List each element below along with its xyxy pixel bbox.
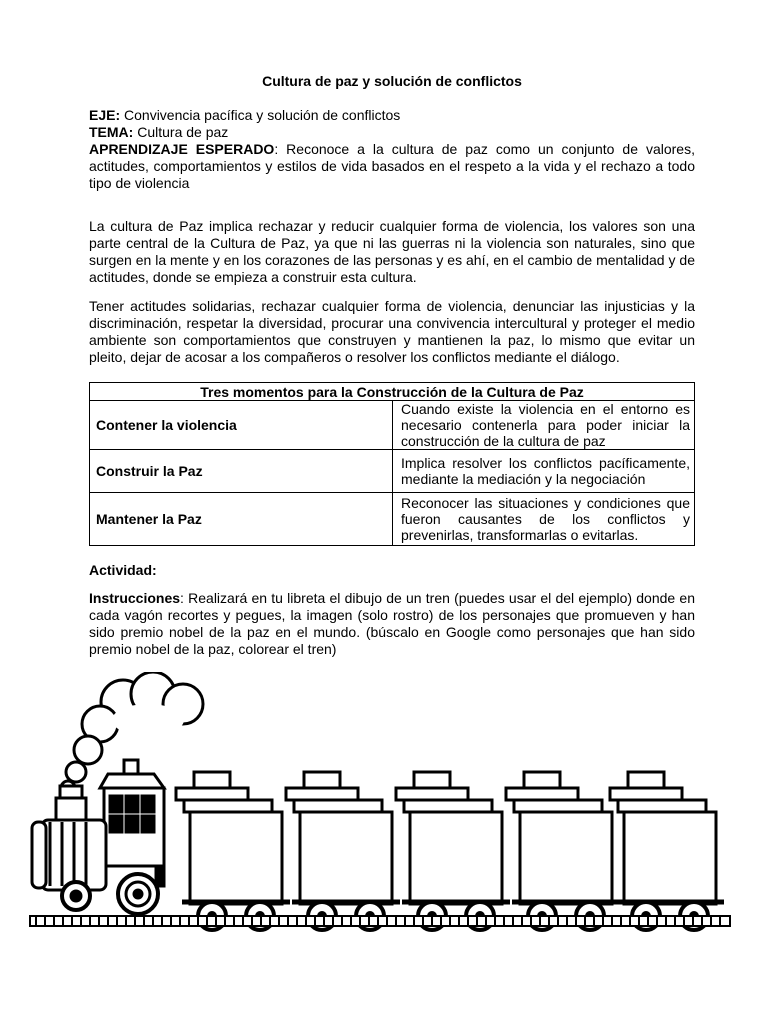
tema-line [89, 124, 695, 141]
aprendizaje-value: : Reconoce a la cultura de paz como un conjunto de valores, actitudes, comportamientos y estilos de vida basados en el respeto a la vida y el rechazo a todo tipo de violencia [89, 141, 695, 191]
moment-cell: Mantener la Paz [90, 493, 393, 546]
moment-cell: Construir la Paz [90, 450, 393, 493]
lesson-meta [89, 107, 695, 192]
eje-line [89, 107, 695, 124]
moments-table [89, 382, 695, 546]
aprendizaje-label: APRENDIZAJE ESPERADO [89, 141, 275, 157]
table-row [90, 493, 695, 546]
table-row [90, 401, 695, 450]
wagon-3 [396, 772, 510, 930]
paragraph-2: Tener actitudes solidarias, rechazar cualquier forma de violencia, denunciar las injusticias y la discriminación, respetar la diversidad, procurar una convivencia intercultural y proteger el medio ambiente son comportamientos que construyen y mantienen la paz, lo mismo que evitar un pleito, dejar de acosar a los compañeros o resolver los conflictos mediante el diálogo. [89, 298, 695, 365]
moment-cell: Contener la violencia [90, 401, 393, 450]
activity-heading: Actividad: [89, 562, 157, 578]
paragraph-1: La cultura de Paz implica rechazar y reducir cualquier forma de violencia, los valores son una parte central de la Cultura de Paz, ya que ni las guerras ni la violencia son naturales, sino que surgen en la mente y en los corazones de las personas y es ahí, en el cambio de mentalidad y de actitudes, donde se empieza a construir esta cultura. [89, 218, 695, 285]
wagon-1 [176, 772, 290, 930]
tema-label: TEMA: [89, 124, 134, 140]
eje-label: EJE: [89, 107, 121, 123]
wagon-5 [610, 772, 724, 930]
table-row [90, 450, 695, 493]
instructions-label: Instrucciones [89, 590, 181, 606]
table-header: Tres momentos para la Construcción de la Cultura de Paz [90, 383, 695, 401]
aprendizaje-line [89, 141, 695, 192]
locomotive [32, 760, 164, 914]
page-title: Cultura de paz y solución de conflictos [262, 73, 522, 89]
wagon-4 [506, 772, 620, 930]
train-illustration [28, 672, 738, 934]
description-cell: Implica resolver los conflictos pacíficamente, mediante la mediación y la negociación [393, 450, 695, 493]
table-header-row [90, 383, 695, 401]
tema-value: Cultura de paz [133, 124, 229, 140]
eje-value: Convivencia pacífica y solución de conflictos [120, 107, 401, 123]
instructions-paragraph [89, 590, 695, 658]
description-cell: Reconocer las situaciones y condiciones que fueron causantes de los conflictos y prevenirlas, transformarlas o evitarlas. [393, 493, 695, 546]
rail-track [30, 916, 730, 926]
description-cell: Cuando existe la violencia en el entorno es necesario contenerla para poder iniciar la construcción de la cultura de paz [393, 401, 695, 450]
wagon-2 [286, 772, 400, 930]
instructions-text: : Realizará en tu libreta el dibujo de un tren (puedes usar el del ejemplo) donde en cada vagón recortes y pegues, la imagen (solo rostro) de los personajes que promueven y han sido premio nobel de la paz en el mundo. (búscalo en Google como personajes que han sido premio nobel de la paz, colorear el tren) [89, 590, 695, 657]
